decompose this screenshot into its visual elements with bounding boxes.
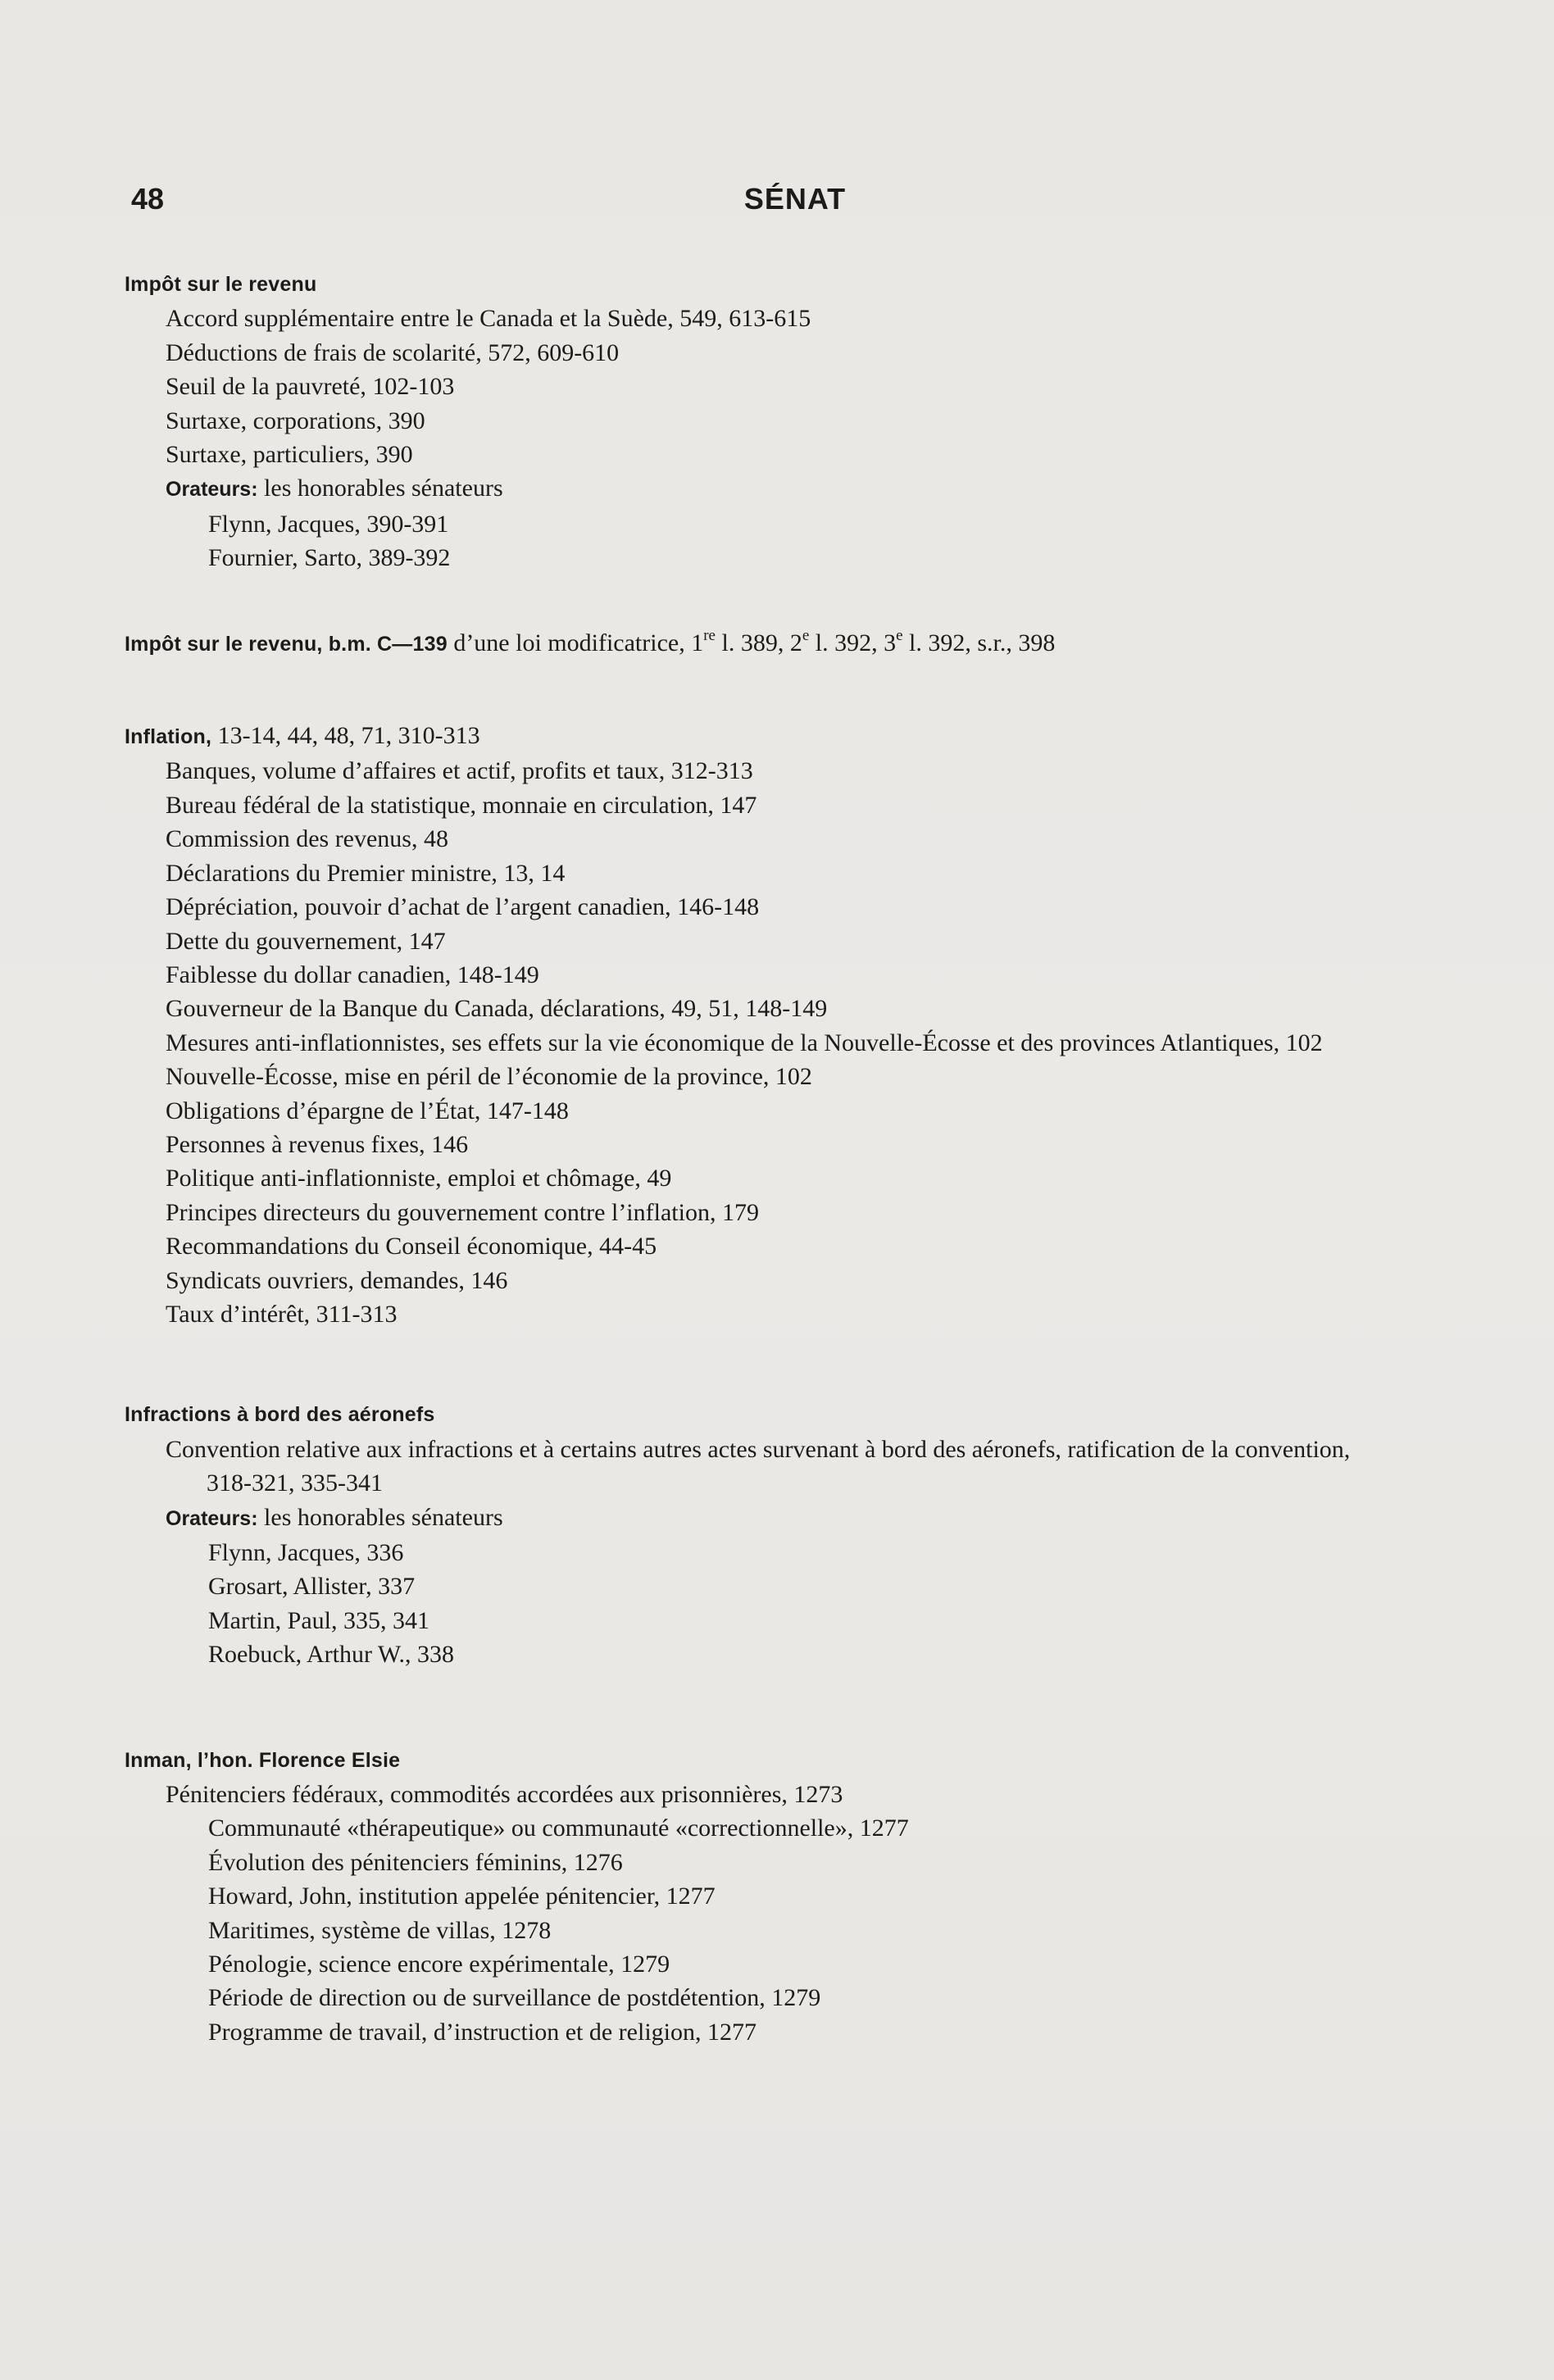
entry-text: l. 389, 2 — [715, 629, 802, 656]
index-entry — [125, 266, 1370, 575]
entry-item: Déductions de frais de scolarité, 572, 609-610 — [166, 338, 620, 366]
entry-item: Seuil de la pauvreté, 102-103 — [166, 373, 455, 401]
orateurs-text: les honorables sénateurs — [257, 475, 503, 502]
entry-item: Surtaxe, corporations, 390 — [166, 407, 425, 434]
entry-item: Dépréciation, pouvoir d’achat de l’argent canadien, 146-148 — [166, 893, 760, 921]
entry-item: Obligations d’épargne de l’État, 147-148 — [166, 1097, 569, 1124]
index-entries — [125, 266, 1370, 2049]
entry-text: l. 392, 3 — [809, 629, 897, 656]
subitem: Communauté «thérapeutique» ou communauté «correctionnelle», 1277 — [208, 1815, 909, 1842]
orateurs-label: Orateurs: — [166, 478, 258, 502]
entry-item: Pénitenciers fédéraux, commodités accordées aux prisonnières, 1273 — [166, 1781, 843, 1809]
entry-text: d’une loi modificatrice, 1 — [447, 629, 704, 656]
entry-item: Faiblesse du dollar canadien, 148-149 — [166, 961, 539, 988]
entry-item: Convention relative aux infractions et à certains autres actes survenant à bord des aéronefs, ratification de la convention, 318-321, 335-341 — [166, 1435, 1351, 1497]
entry-text: l. 392, s.r., 398 — [902, 629, 1056, 656]
entry-item: Accord supplémentaire entre le Canada et la Suède, 549, 613-615 — [166, 305, 811, 333]
running-head: SÉNAT — [743, 182, 847, 216]
index-entry — [125, 626, 1370, 661]
entry-item: Mesures anti-inflationnistes, ses effets sur la vie économique de la Nouvelle-Écosse et des provinces Atlantiques, 102 — [166, 1029, 1323, 1056]
speaker-item: Grosart, Allister, 337 — [208, 1573, 416, 1601]
entry-pages: 13-14, 44, 48, 71, 310-313 — [211, 722, 480, 750]
subitem: Howard, John, institution appelée pénitencier, 1277 — [208, 1883, 716, 1910]
page-header — [131, 182, 1459, 231]
index-entry — [125, 1397, 1370, 1671]
entry-item: Recommandations du Conseil économique, 44-45 — [166, 1233, 657, 1260]
ordinal-superscript: e — [802, 626, 810, 644]
entry-item: Gouverneur de la Banque du Canada, déclarations, 49, 51, 148-149 — [166, 995, 828, 1023]
entry-heading: Inman, l’hon. Florence Elsie — [125, 1748, 401, 1772]
index-entry — [125, 719, 1370, 1331]
entry-item: Nouvelle-Écosse, mise en péril de l’économie de la province, 102 — [166, 1063, 812, 1091]
entry-heading: Infractions à bord des aéronefs — [125, 1403, 435, 1427]
entry-item: Banques, volume d’affaires et actif, profits et taux, 312-313 — [166, 757, 753, 785]
orateurs-line — [125, 471, 1370, 506]
entry-item: Principes directeurs du gouvernement contre l’inflation, 179 — [166, 1198, 759, 1226]
entry-item: Commission des revenus, 48 — [166, 825, 448, 853]
subitem: Période de direction ou de surveillance de postdétention, 1279 — [208, 1984, 821, 2012]
speaker-item: Flynn, Jacques, 390-391 — [208, 510, 449, 538]
entry-item: Syndicats ouvriers, demandes, 146 — [166, 1266, 508, 1294]
orateurs-label: Orateurs: — [166, 1506, 258, 1530]
entry-item: Surtaxe, particuliers, 390 — [166, 441, 413, 469]
speaker-item: Roebuck, Arthur W., 338 — [208, 1641, 454, 1669]
orateurs-line — [125, 1501, 1370, 1536]
entry-item: Personnes à revenus fixes, 146 — [166, 1130, 469, 1158]
entry-heading: Inflation, — [125, 725, 212, 749]
speaker-item: Fournier, Sarto, 389-392 — [208, 544, 451, 572]
subitem: Programme de travail, d’instruction et de religion, 1277 — [208, 2018, 757, 2046]
speaker-item: Martin, Paul, 335, 341 — [208, 1606, 429, 1634]
entry-item: Bureau fédéral de la statistique, monnaie en circulation, 147 — [166, 791, 757, 819]
entry-item: Dette du gouvernement, 147 — [166, 927, 446, 955]
orateurs-text: les honorables sénateurs — [257, 1503, 503, 1531]
ordinal-superscript: re — [703, 626, 716, 644]
subitem: Maritimes, système de villas, 1278 — [208, 1916, 552, 1944]
entry-item: Politique anti-inflationniste, emploi et chômage, 49 — [166, 1165, 672, 1192]
subitem: Pénologie, science encore expérimentale, 1279 — [208, 1951, 670, 1978]
entry-item: Déclarations du Premier ministre, 13, 14 — [166, 859, 566, 887]
entry-heading: Impôt sur le revenu, b.m. C—139 — [125, 632, 448, 656]
page-number: 48 — [131, 182, 165, 216]
index-entry — [125, 1742, 1370, 2050]
subitem: Évolution des pénitenciers féminins, 1276 — [208, 1848, 623, 1876]
entry-heading: Impôt sur le revenu — [125, 273, 317, 296]
speaker-item: Flynn, Jacques, 336 — [208, 1539, 404, 1566]
ordinal-superscript: e — [896, 626, 903, 644]
entry-item: Taux d’intérêt, 311-313 — [166, 1300, 398, 1328]
